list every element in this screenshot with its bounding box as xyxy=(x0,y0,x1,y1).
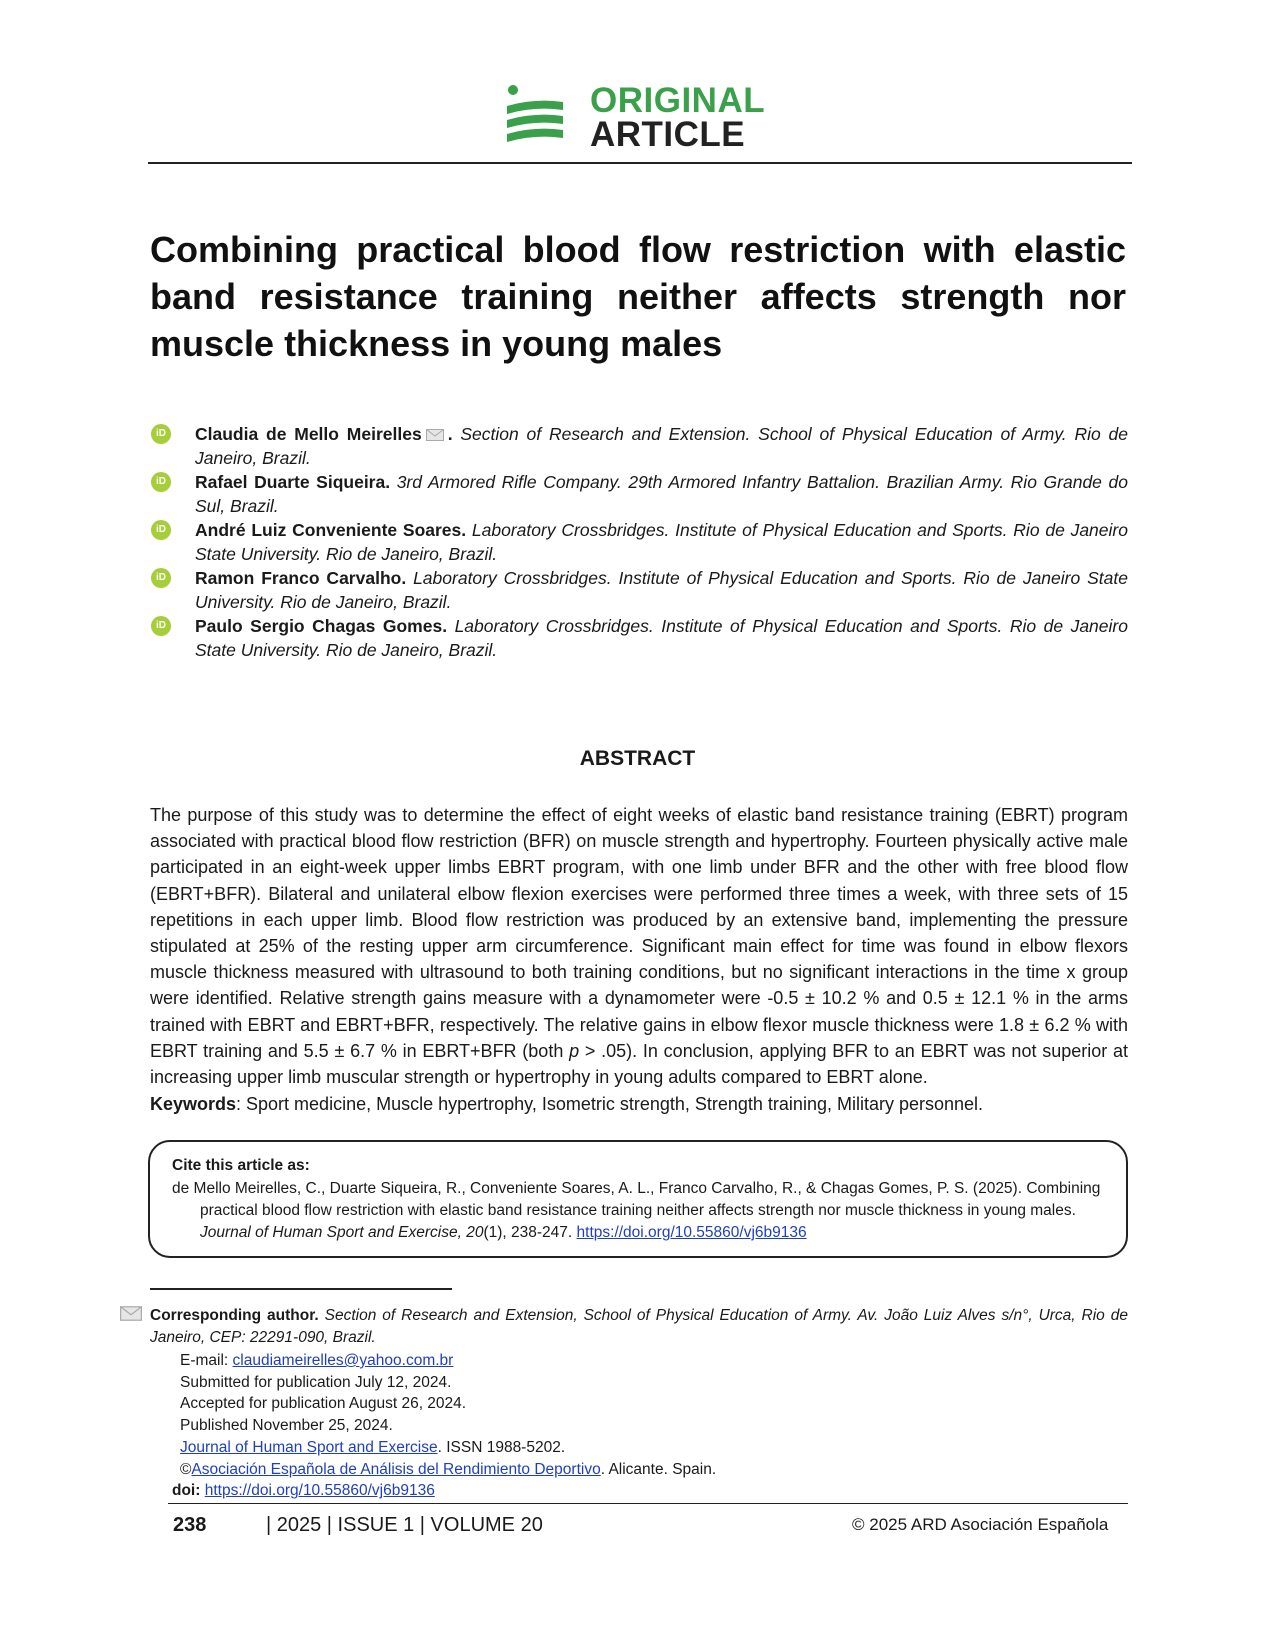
footer-divider xyxy=(168,1503,1128,1504)
author-affiliation: Section of Research and Extension. School of Physical Education of Army. Rio de Janeiro, Brazil. xyxy=(195,424,1128,468)
abstract-text-part1: The purpose of this study was to determine the effect of eight weeks of elastic band resistance training (EBRT) program associated with practical blood flow restriction (BFR) on muscle strength and hypertrophy. Fourteen physically active male participated in an eight-week upper limbs EBRT program, with one limb under BFR and the other with free blood flow (EBRT+BFR). Bilateral and unilateral elbow flexion exercises were performed three times a week, with three sets of 15 repetitions in each upper limb. Blood flow restriction was produced by an extensive band, implementing the pressure stipulated at 25% of the resting upper arm circumference. Significant main effect for time was found in elbow flexors muscle thickness measured with ultrasound to both training conditions, but no significant interactions in the time x group were identified. Relative strength gains measure with a dynamometer were -0.5 ± 10.2 % and 0.5 ± 12.1 % in the arms trained with EBRT and EBRT+BFR, respectively. The relative gains in elbow flexor muscle thickness were 1.8 ± 6.2 % with EBRT training and 5.5 ± 6.7 % in EBRT+BFR (both xyxy=(150,805,1128,1061)
citation-text xyxy=(172,1178,1110,1244)
corresponding-address: Section of Research and Extension, School of Physical Education of Army. Av. João Luiz Alves s/n°, Urca, Rio de Janeiro, CEP: 22291-090, Brazil. xyxy=(150,1307,1128,1346)
association-line xyxy=(180,1459,716,1481)
copyright-symbol: © xyxy=(180,1460,192,1478)
email-link[interactable]: claudiameirelles@yahoo.com.br xyxy=(232,1352,454,1369)
citation-heading: Cite this article as: xyxy=(172,1157,310,1174)
p-value-symbol: p xyxy=(569,1040,580,1061)
keywords-label: Keywords xyxy=(150,1094,237,1114)
keywords-list: : Sport medicine, Muscle hypertrophy, Isometric strength, Strength training, Military personnel. xyxy=(236,1094,984,1114)
author-name: Claudia de Mello Meirelles xyxy=(195,424,422,444)
author-entry: iD Claudia de Mello Meirelles . Section of Research and Extension. School of Physical Education of Army. Rio de Janeiro, Brazil. xyxy=(148,422,1128,470)
abstract-text-part2: > .05). In conclusion, applying BFR to an EBRT was not superior at increasing upper limb muscular strength or hypertrophy in young adults compared to EBRT alone. xyxy=(150,1040,1129,1088)
author-name: Ramon Franco Carvalho. xyxy=(195,568,407,588)
corresponding-author xyxy=(150,1305,1128,1349)
author-entry xyxy=(148,470,1128,518)
envelope-icon xyxy=(120,1306,142,1321)
submitted-date: Submitted for publication July 12, 2024. xyxy=(180,1373,452,1391)
abstract-body xyxy=(150,802,1128,1090)
author-name: Paulo Sergio Chagas Gomes. xyxy=(195,616,448,636)
orcid-icon[interactable]: iD xyxy=(151,472,171,492)
issue-info: | 2025 | ISSUE 1 | VOLUME 20 xyxy=(266,1514,543,1536)
author-affiliation: Laboratory Crossbridges. Institute of Physical Education and Sports. Rio de Janeiro State University. Rio de Janeiro, Brazil. xyxy=(195,616,1128,660)
journal-logo-icon xyxy=(505,84,585,148)
header-divider xyxy=(148,162,1132,164)
journal-line xyxy=(180,1437,716,1459)
orcid-icon[interactable]: iD xyxy=(151,568,171,588)
orcid-icon[interactable]: iD xyxy=(151,424,171,444)
issn: . ISSN 1988-5202. xyxy=(437,1438,566,1456)
keywords xyxy=(150,1091,1128,1117)
citation-doi-link[interactable]: https://doi.org/10.55860/vj6b9136 xyxy=(576,1224,807,1241)
page-number: 238 xyxy=(173,1514,207,1536)
published-date: Published November 25, 2024. xyxy=(180,1417,393,1435)
association-place: . Alicante. Spain. xyxy=(600,1460,717,1478)
logo-wordmark xyxy=(590,81,766,154)
journal-link[interactable]: Journal of Human Sport and Exercise xyxy=(180,1438,438,1456)
doi-label: doi: xyxy=(172,1482,201,1500)
email-line xyxy=(180,1350,716,1372)
envelope-icon[interactable] xyxy=(426,429,444,441)
citation-journal: Journal of Human Sport and Exercise, 20 xyxy=(200,1224,484,1241)
orcid-icon[interactable]: iD xyxy=(151,616,171,636)
author-entry xyxy=(148,566,1128,614)
citation-line-1: de Mello Meirelles, C., Duarte Siqueira, R., Conveniente Soares, A. L., Franco Carvalho, R., & Chagas Gomes, P. S. (2025). Combining xyxy=(172,1180,1101,1197)
footer-copyright: © 2025 ARD Asociación Española xyxy=(852,1515,1109,1534)
doi-line xyxy=(172,1480,716,1502)
abstract-heading: ABSTRACT xyxy=(579,747,696,770)
corresponding-label: Corresponding author. xyxy=(150,1307,319,1324)
email-label: E-mail: xyxy=(180,1352,229,1369)
author-affiliation: 3rd Armored Rifle Company. 29th Armored Infantry Battalion. Brazilian Army. Rio Grande do Sul, Brazil. xyxy=(195,472,1128,516)
author-entry xyxy=(148,614,1128,662)
author-list xyxy=(148,422,1128,662)
doi-link[interactable]: https://doi.org/10.55860/vj6b9136 xyxy=(204,1482,435,1500)
article-title: Combining practical blood flow restriction with elastic band resistance training neither affects strength nor muscle thickness in young males xyxy=(150,229,1126,364)
author-name: Rafael Duarte Siqueira. xyxy=(195,472,391,492)
citation-line-2: practical blood flow restriction with elastic band resistance training neither affects strength nor muscle thickness in young males. xyxy=(200,1202,1076,1219)
citation-continuation xyxy=(172,1200,1110,1244)
association-link[interactable]: Asociación Española de Análisis del Rendimiento Deportivo xyxy=(191,1460,601,1478)
footnote-divider xyxy=(150,1288,452,1290)
orcid-icon[interactable]: iD xyxy=(151,520,171,540)
publication-details xyxy=(172,1350,717,1502)
logo-line-article: ARTICLE xyxy=(590,115,746,154)
author-affiliation: Laboratory Crossbridges. Institute of Physical Education and Sports. Rio de Janeiro State University. Rio de Janeiro, Brazil. xyxy=(195,568,1128,612)
accepted-date: Accepted for publication August 26, 2024. xyxy=(180,1395,467,1413)
citation-issue: (1), 238-247. xyxy=(483,1224,573,1241)
author-entry xyxy=(148,518,1128,566)
logo-line-original: ORIGINAL xyxy=(590,81,766,120)
author-affiliation: Laboratory Crossbridges. Institute of Physical Education and Sports. Rio de Janeiro State University. Rio de Janeiro, Brazil. xyxy=(195,520,1128,564)
author-name: André Luiz Conveniente Soares. xyxy=(195,520,467,540)
